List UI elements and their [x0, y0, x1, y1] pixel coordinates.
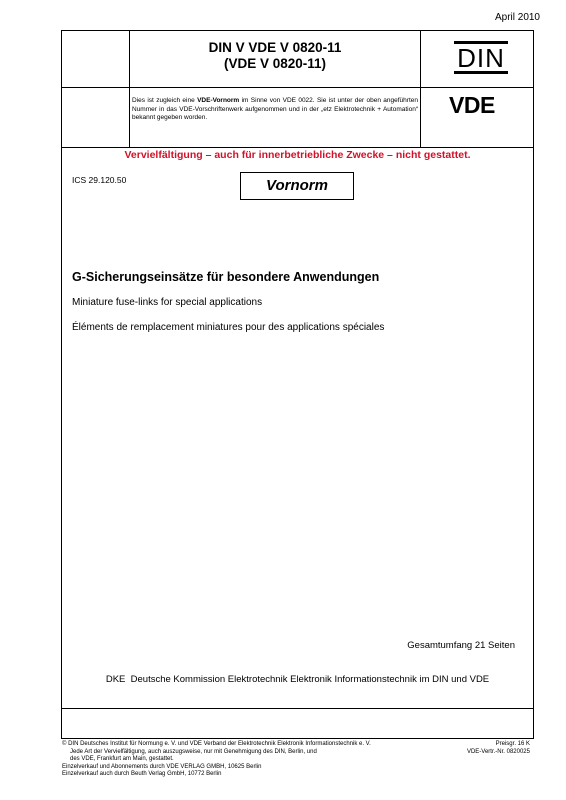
din-logo — [453, 40, 509, 76]
footer-price-info — [467, 741, 530, 756]
vde-note-suffix: im Sinne von VDE 0022. Sie ist unter der oben angeführten Nummer in das VDE-Vorschriftenwerk aufgenommen und in der „etz Elektrotechnik + Automation“ bekannt gegeben worden. — [132, 97, 418, 121]
vde-note-bold: VDE-Vornorm — [197, 97, 240, 104]
committee-line: DKE Deutsche Kommission Elektrotechnik Elektronik Informationstechnik im DIN und VDE — [105, 674, 490, 685]
vde-classification: (VDE V 0820-11) — [223, 56, 327, 71]
title-french: Éléments de remplacement miniatures pour des applications spéciales — [72, 322, 385, 333]
ics-code: ICS 29.120.50 — [72, 175, 127, 185]
total-pages: Gesamtumfang 21 Seiten — [407, 640, 515, 651]
header-row-divider — [62, 87, 533, 88]
copyright-line-3: des VDE, Frankfurt am Main, gestattet. — [70, 756, 174, 763]
publication-date: April 2010 — [494, 12, 540, 23]
title-german: G-Sicherungseinsätze für besondere Anwendungen — [72, 270, 380, 284]
sales-beuth: Einzelverkauf auch durch Beuth Verlag GmbH, 10772 Berlin — [62, 771, 222, 778]
header-bottom-divider — [62, 147, 533, 148]
title-english: Miniature fuse-links for special applications — [72, 297, 263, 308]
standard-number-block — [130, 40, 420, 72]
sales-vde: Einzelverkauf und Abonnements durch VDE VERLAG GMBH, 10625 Berlin — [62, 763, 262, 770]
din-logo-icon — [453, 40, 509, 76]
svg-text:DIN: DIN — [457, 43, 505, 73]
copyright-line-1: © DIN Deutsches Institut für Normung e. V. und VDE Verband der Elektrotechnik Elektronik Informationstechnik e. V. — [62, 741, 371, 747]
cover-frame — [61, 30, 534, 739]
vde-logo: VDE — [449, 92, 495, 118]
price-group: Preisgr. 16 K — [495, 741, 530, 747]
footer-divider — [62, 708, 533, 709]
standard-number: DIN V VDE V 0820-11 — [208, 40, 342, 55]
vde-order-number: VDE-Vertr.-Nr. 0820025 — [466, 748, 530, 755]
copyright-line-2: Jede Art der Vervielfältigung, auch auszugsweise, nur mit Genehmigung des DIN, Berlin, und — [70, 748, 317, 755]
document-type-box: Vornorm — [240, 172, 354, 200]
reproduction-notice: Vervielfältigung – auch für innerbetriebliche Zwecke – nicht gestattet. — [124, 149, 471, 161]
vde-note — [132, 97, 418, 123]
header-right-divider — [420, 31, 421, 147]
footer-copyright — [62, 741, 392, 779]
vde-note-prefix: Dies ist zugleich eine — [132, 97, 198, 104]
